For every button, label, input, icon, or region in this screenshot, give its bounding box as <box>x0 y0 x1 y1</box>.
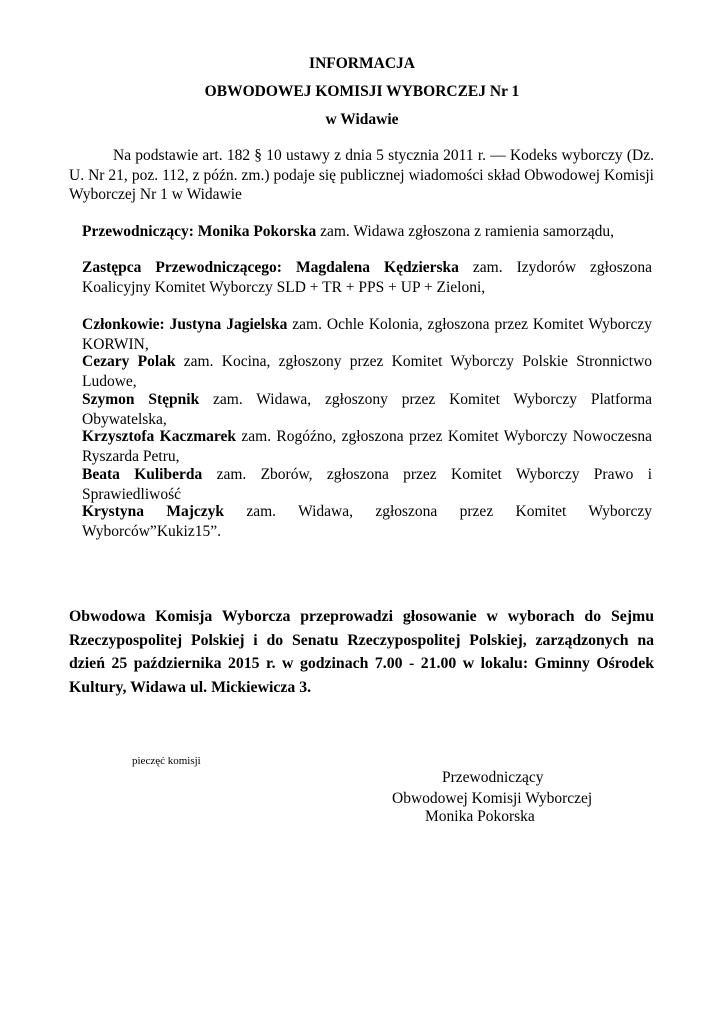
signature-committee: Obwodowej Komisji Wyborczej <box>392 790 593 807</box>
stamp-label: pieczęć komisji <box>132 755 201 767</box>
signature-name: Monika Pokorska <box>425 808 535 825</box>
intro-paragraph: Na podstawie art. 182 § 10 ustawy z dnia 5 stycznia 2011 r. — Kodeks wyborczy (Dz. U. Nr 21, poz. 112, z późn. zm.) podaje się publicznej wiadomości skład Obwodowej Komisji Wyborczej Nr 1 w Widawie <box>69 147 654 203</box>
member-name: Krzysztofa Kaczmarek <box>82 428 236 445</box>
member-details: zam. Rogóźno, zgłoszona przez Komitet Wyborczy Nowoczesna Ryszarda Petru, <box>82 428 652 465</box>
chair-name: Monika Pokorska <box>197 223 317 240</box>
vice-chair-role: Zastępca Przewodniczącego: <box>82 259 282 276</box>
chair-entry <box>82 222 652 242</box>
member-details: zam. Zborów, zgłoszona przez Komitet Wyborczy Prawo i Sprawiedliwość <box>82 466 653 503</box>
chair-role: Przewodniczący: <box>82 223 194 240</box>
member-details: zam. Kocina, zgłoszony przez Komitet Wyborczy Polskie Stronnictwo Ludowe, <box>82 353 653 390</box>
member-name: Cezary Polak <box>82 353 176 370</box>
member-name: Beata Kuliberda <box>82 466 203 483</box>
vice-chair-details: zam. Izydorów zgłoszona Koalicyjny Komitet Wyborczy SLD + TR + PPS + UP + Zieloni, <box>82 259 652 296</box>
vice-chair-name: Magdalena Kędzierska <box>295 259 459 276</box>
chair-details: zam. Widawa zgłoszona z ramienia samorządu, <box>320 223 614 240</box>
member-entry <box>82 427 652 466</box>
member-details: zam. Widawa, zgłoszona przez Komitet Wyborczy Wyborców”Kukiz15”. <box>82 503 653 540</box>
member-details: zam. Widawa, zgłoszony przez Komitet Wyborczy Platforma Obywatelska, <box>82 391 653 428</box>
vice-chair-entry <box>82 258 652 297</box>
member-entry <box>82 390 652 429</box>
voting-announcement: Obwodowa Komisja Wyborcza przeprowadzi głosowanie w wyborach do Sejmu Rzeczypospolitej Polskiej i do Senatu Rzeczypospolitej Polskiej, zarządzonych na dzień 25 października 2015 r. w godzinach 7.00 - 21.00 w lokalu: Gminny Ośrodek Kultury, Widawa ul. Mickiewicza 3. <box>69 608 654 696</box>
member-name: Szymon Stępnik <box>82 391 200 408</box>
member-entry <box>82 352 652 391</box>
document-title: INFORMACJA <box>309 55 415 72</box>
member-entry <box>82 315 652 354</box>
member-details: zam. Ochle Kolonia, zgłoszona przez Komitet Wyborczy KORWIN, <box>82 316 652 353</box>
member-entry <box>82 465 652 504</box>
member-entry <box>82 502 652 541</box>
committee-location: w Widawie <box>325 111 399 128</box>
member-name: Krystyna Majczyk <box>82 503 225 520</box>
signature-title: Przewodniczący <box>442 769 544 786</box>
committee-name: OBWODOWEJ KOMISJI WYBORCZEJ Nr 1 <box>204 83 520 100</box>
members-label: Członkowie: <box>82 316 165 333</box>
member-name: Justyna Jagielska <box>169 316 288 333</box>
